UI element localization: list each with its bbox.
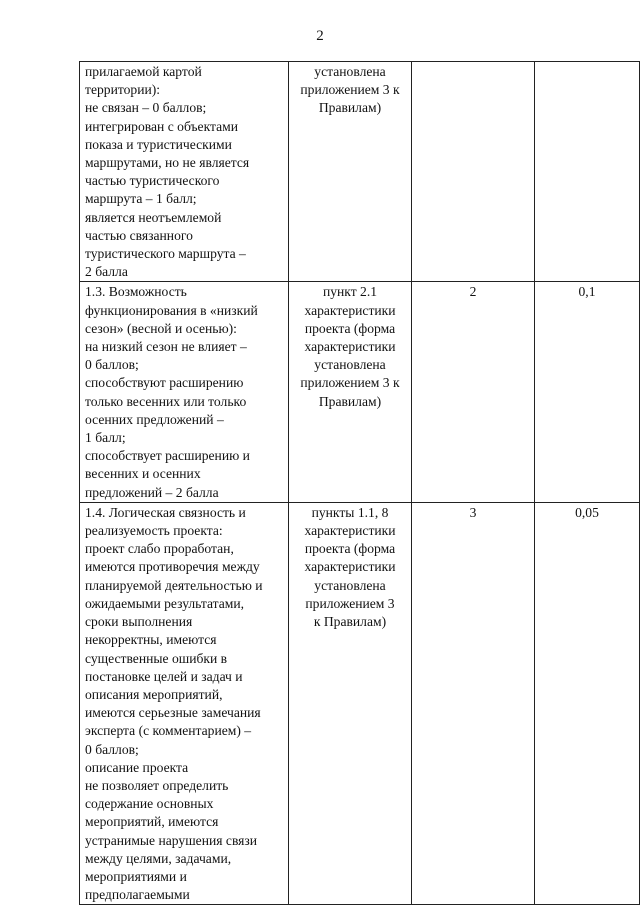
criterion-cell: 1.3. Возможность функционирования в «низкий сезон» (весной и осенью): на низкий сезон не влияет – 0 баллов; способствуют расширению только весенних или только осенних предложений – 1 балл; способствует расширению и весенних и осенних предложений – 2 балла: [80, 282, 289, 502]
source-cell: пункты 1.1, 8 характеристики проекта (форма характеристики установлена приложением 3 к Правилам): [289, 502, 412, 904]
weight-cell: 0,1: [535, 282, 640, 502]
source-cell: пункт 2.1 характеристики проекта (форма характеристики установлена приложением 3 к Правилам): [289, 282, 412, 502]
score-cell: 3: [412, 502, 535, 904]
table-row: [80, 502, 640, 904]
criterion-cell: прилагаемой картой территории): не связан – 0 баллов; интегрирован с объектами показа и туристическими маршрутами, но не является частью туристического маршрута – 1 балл; является неотъемлемой частью связанного туристического маршрута – 2 балла: [80, 62, 289, 282]
table-row: [80, 62, 640, 282]
page-number: 2: [316, 28, 324, 44]
weight-cell: [535, 62, 640, 282]
score-cell: [412, 62, 535, 282]
criterion-cell: 1.4. Логическая связность и реализуемость проекта: проект слабо проработан, имеются противоречия между планируемой деятельностью и ожидаемыми результатами, сроки выполнения некорректны, имеются существенные ошибки в постановке целей и задач и описания мероприятий, имеются серьезные замечания эксперта (с комментарием) – 0 баллов; описание проекта не позволяет определить содержание основных мероприятий, имеются устранимые нарушения связи между целями, задачами, мероприятиями и предполагаемыми: [80, 502, 289, 904]
score-cell: 2: [412, 282, 535, 502]
source-cell: установлена приложением 3 к Правилам): [289, 62, 412, 282]
weight-cell: 0,05: [535, 502, 640, 904]
criteria-table: [79, 61, 640, 905]
table-row: [80, 282, 640, 502]
